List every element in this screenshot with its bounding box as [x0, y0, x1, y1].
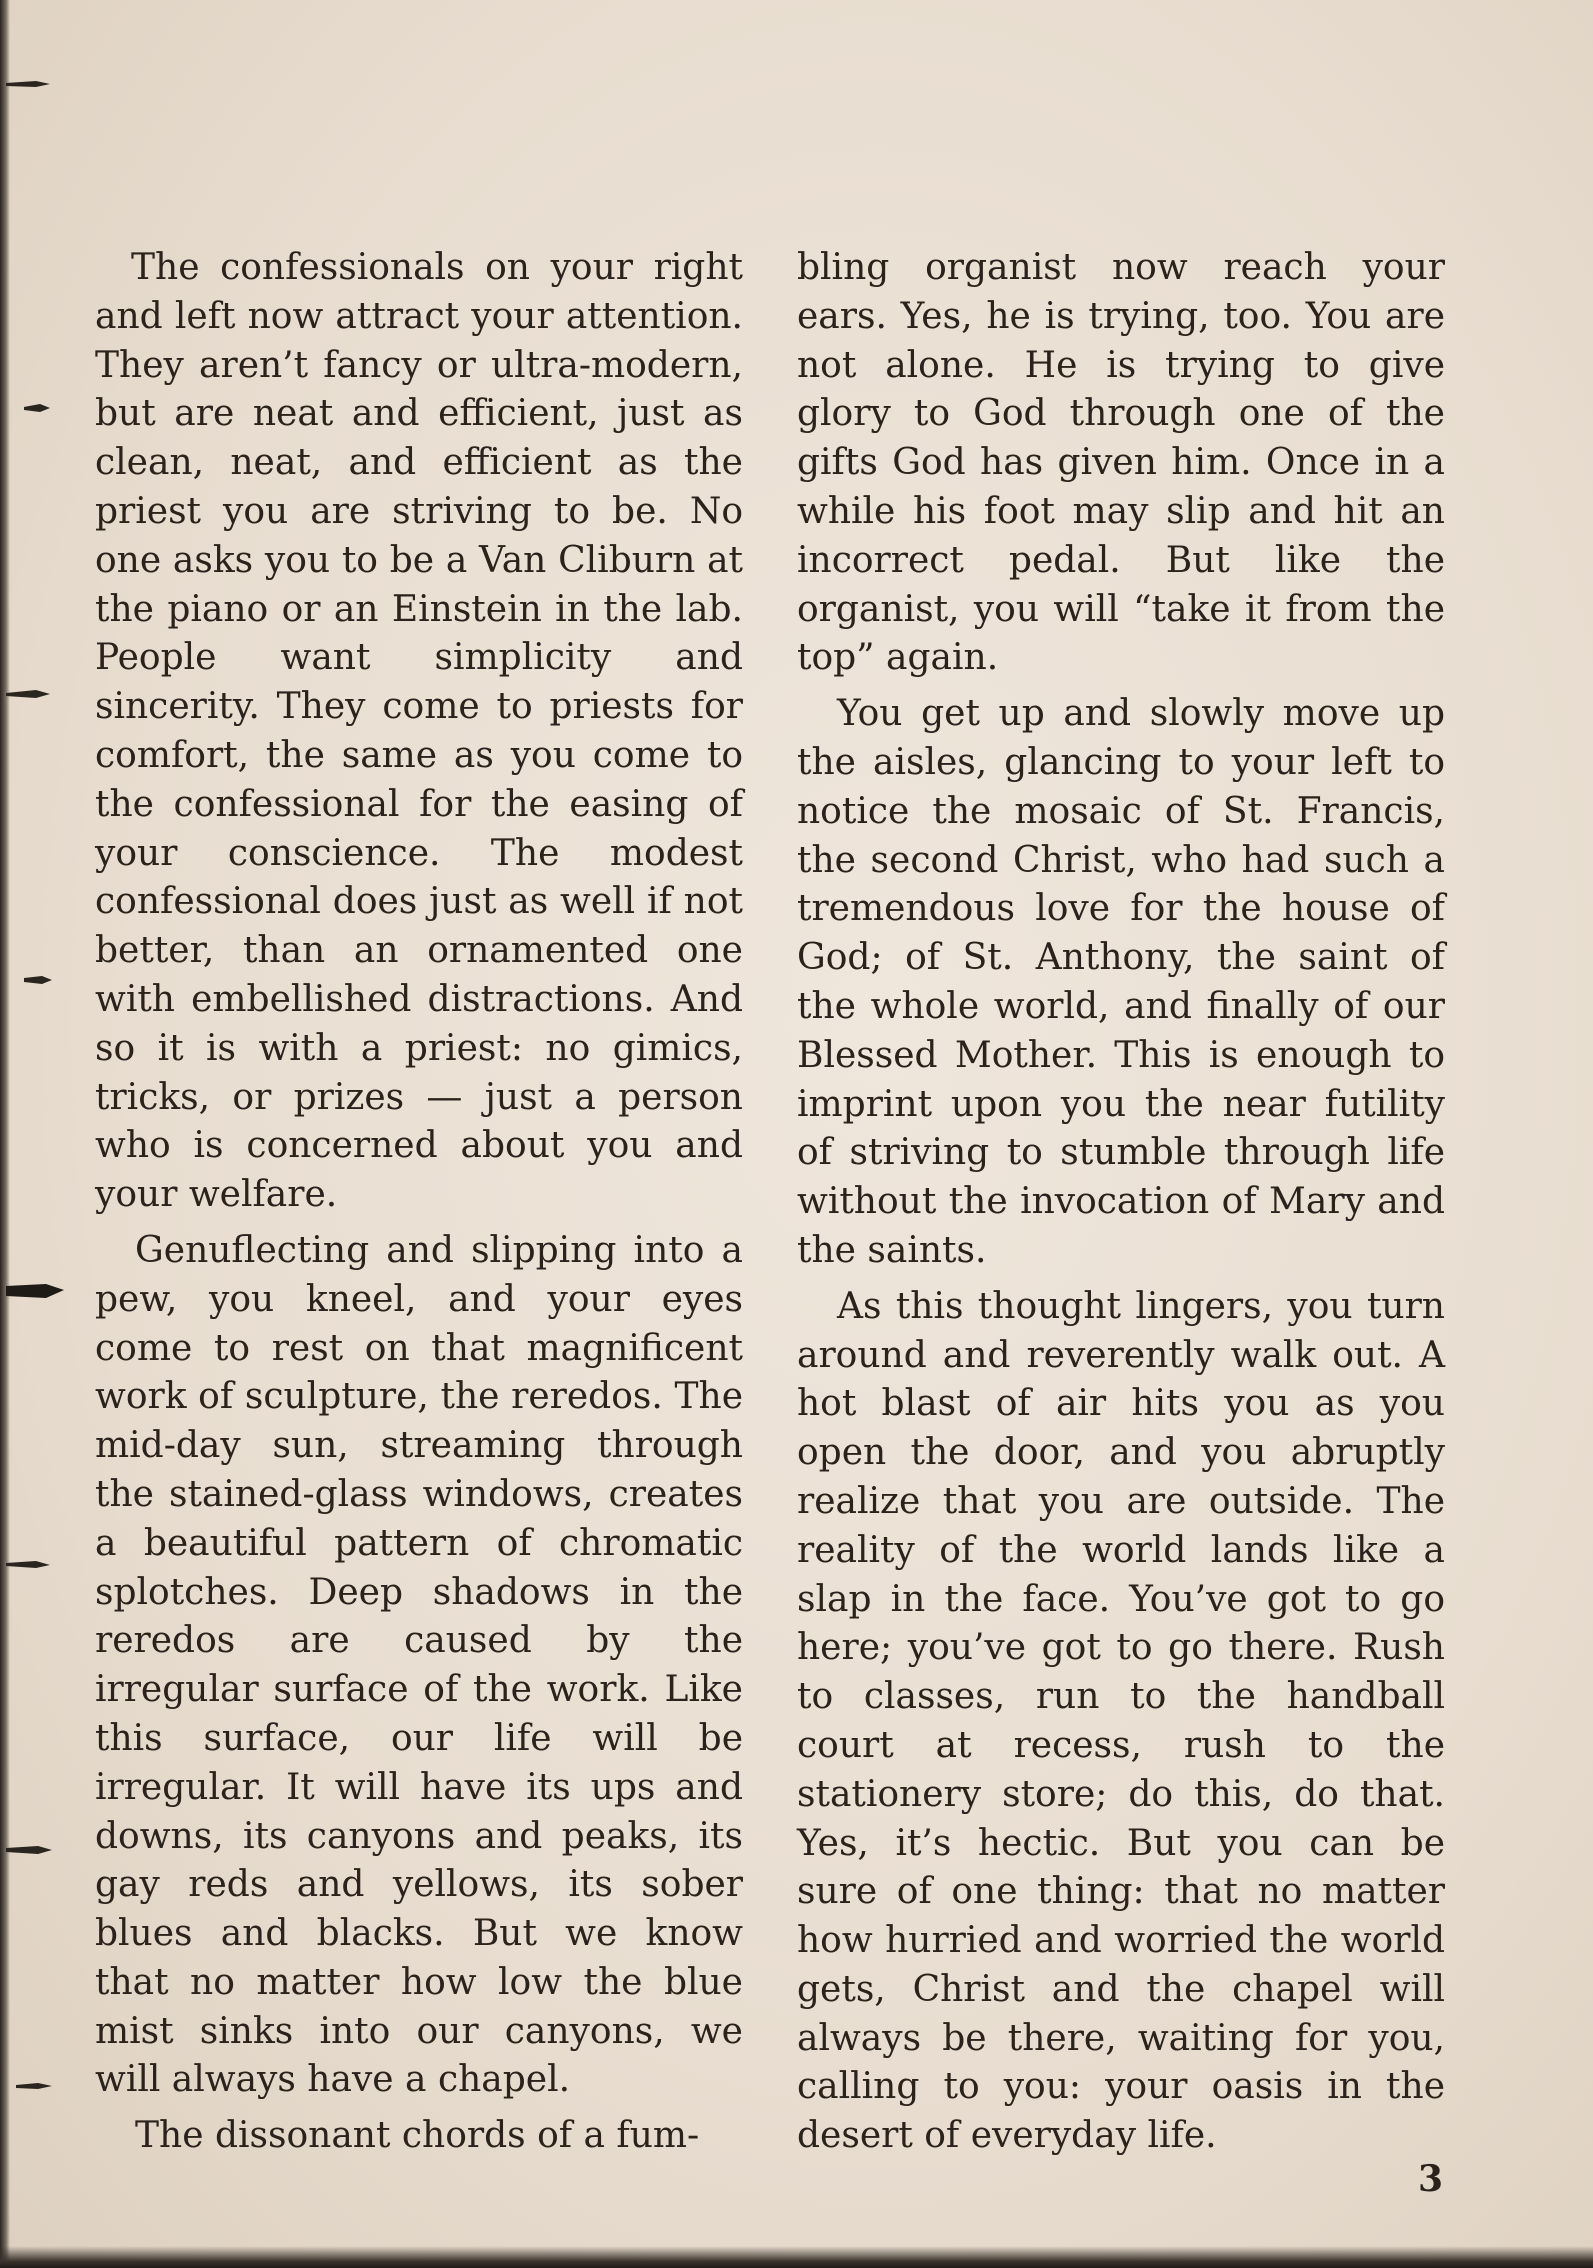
paragraph: Genuflecting and slipping into a pew, you kneel, and your eyes come to rest on that magnificent work of sculpture, the reredos. The mid-day sun, streaming through the stained-glass windows, creates a beautiful pattern of chromatic splotches. Deep shadows in the reredos are caused by the irregular surface of the work. Like this surface, our life will be irregular. It will have its ups and downs, its canyons and peaks, its gay reds and yellows, its sober blues and blacks. But we know that no matter how low the blue mist sinks into our canyons, we will always have a chapel.	[95, 1229, 743, 2101]
paragraph: bling organist now reach your ears. Yes, he is trying, too. You are not alone. He is trying to give glory to God through one of the gifts God has given him. Once in a while his foot may slip and hit an incorrect pedal. But like the organist, you will “take it from the top” again.	[797, 247, 1445, 679]
binding-staple-mark	[6, 1556, 52, 1572]
paragraph: As this thought lingers, you turn around and reverently walk out. A hot blast of air hits you as you open the door, and you abruptly realize that you are outside. The reality of the world lands like a slap in the face. You’ve got to go here; you’ve got to go there. Rush to classes, run to the handball court at recess, rush to the stationery store; do this, do that. Yes, it’s hectic. But you can be sure of one thing: that no matter how hurried and worried the world gets, Christ and the chapel will always be there, waiting for you, calling to you: your oasis in the desert of everyday life.	[797, 1285, 1445, 2157]
page-bottom-edge	[0, 2246, 1593, 2268]
left-column	[95, 244, 743, 2168]
binding-staple-mark	[6, 400, 52, 416]
binding-staple-mark	[6, 1280, 52, 1296]
paragraph: The dissonant chords of a fum-	[135, 2115, 700, 2157]
right-column	[797, 244, 1445, 2168]
binding-staple-mark	[6, 686, 52, 702]
binding-staple-mark	[6, 2078, 52, 2094]
binding-edge	[0, 0, 10, 2268]
paragraph: You get up and slowly move up the aisles, glancing to your left to notice the mosaic of St. Francis, the second Christ, who had such a tremendous love for the house of God; of St. Anthony, the saint of the whole world, and finally of our Blessed Mother. This is enough to imprint upon you the near futility of striving to stumble through life without the invocation of Mary and the saints.	[797, 693, 1445, 1271]
binding-staple-mark	[6, 76, 52, 92]
page-number: 3	[1418, 2158, 1444, 2200]
binding-staple-mark	[6, 1842, 52, 1858]
binding-staple-mark	[6, 972, 52, 988]
paragraph: The confessionals on your right and left now attract your attention. They aren’t fancy or ultra-modern, but are neat and efficient, just as clean, neat, and efficient as the priest you are striving to be. No one asks you to be a Van Cliburn at the piano or an Einstein in the lab. People want simplicity and sincerity. They come to priests for comfort, the same as you come to the confessional for the easing of your conscience. The modest confessional does just as well if not better, than an ornamented one with embellished distractions. And so it is with a priest: no gimics, tricks, or prizes — just a person who is concerned about you and your welfare.	[95, 247, 743, 1216]
